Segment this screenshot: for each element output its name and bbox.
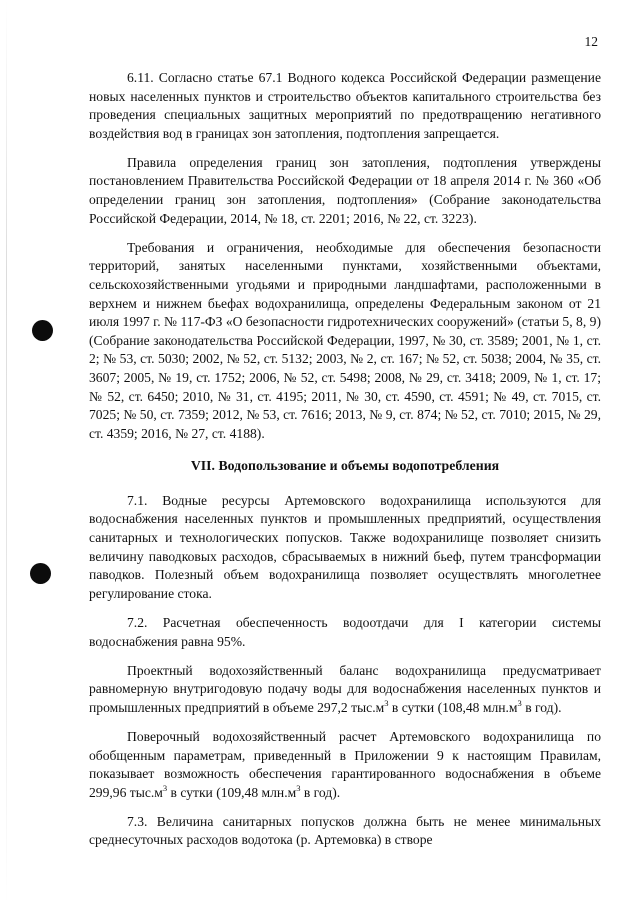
calc-text-1: Поверочный водохозяйственный расчет Артемовского водохранилища по обобщенным параметрам, приведенный в Приложении 9 к настоящим Правилам, показывает возможность обеспечения гарантированного водоснабжения в объеме 299,96 тыс.м [89, 728, 601, 800]
balance-sup-1: 3 [384, 697, 389, 708]
paragraph-7-1: 7.1. Водные ресурсы Артемовского водохранилища используются для водоснабжения населенных пунктов и промышленных предприятий, осуществления санитарных и технологических попусков. Также водохранилище позволяет снизить величину паводковых расходов, сбрасываемых в нижний бьеф, путем трансформации паводков. Полезный объем водохранилища позволяет осуществлять многолетнее регулирование стока. [89, 492, 601, 601]
paragraph-7-2: 7.2. Расчетная обеспеченность водоотдачи для I категории системы водоснабжения равна 95%. [89, 614, 601, 649]
calc-text-2: в сутки (109,48 млн.м [167, 784, 297, 800]
punch-hole-top [32, 320, 53, 341]
paragraph-verification-calc [89, 728, 601, 802]
paragraph-6-11: 6.11. Согласно статье 67.1 Водного кодекса Российской Федерации размещение новых населенных пунктов и строительство объектов капитального строительства без проведения специальных защитных мероприятий по предотвращению негативного воздействия вод в границах зон затопления, подтопления запрещается. [89, 70, 601, 141]
balance-text-2: в сутки (108,48 млн.м [388, 699, 518, 715]
calc-text-3: в год). [300, 784, 341, 800]
page-number: 12 [584, 34, 598, 49]
paragraph-7-3: 7.3. Величина санитарных попусков должна быть не менее минимальных среднесуточных расходов водотока (р. Артемовка) в створе [89, 813, 601, 848]
balance-text-1: Проектный водохозяйственный баланс водохранилища предусматривает равномерную внутригодовую подачу воды для водоснабжения населенных пунктов и промышленных предприятий в объеме 297,2 тыс.м [89, 662, 601, 715]
balance-text-3: в год). [521, 699, 562, 715]
paragraph-water-balance [89, 662, 601, 718]
section-title: VII. Водопользование и объемы водопотребления [190, 458, 500, 474]
calc-sup-1: 3 [162, 782, 168, 793]
balance-sup-2: 3 [517, 697, 522, 708]
paragraph-safety-requirements: Требования и ограничения, необходимые для обеспечения безопасности территорий, занятых населенными пунктами, хозяйственными объектами, сельскохозяйственными угодьями и природными ландшафтами, расположенными в верхнем и нижнем бьефах водохранилища, определены Федеральным законом от 21 июля 1997 г. № 117-ФЗ «О безопасности гидротехнических сооружений» (статьи 5, 8, 9) (Собрание законодательства Российской Федерации, 1997, № 30, ст. 3589; 2001, № 1, ст. 2; № 53, ст. 5030; 2002, № 52, ст. 5132; 2003, № 2, ст. 167; № 52, ст. 5038; 2004, № 35, ст. 3607; 2005, № 19, ст. 1752; 2006, № 52, ст. 5498; 2008, № 29, ст. 3418; 2009, № 1, ст. 17; № 52, ст. 6450; 2010, № 31, ст. 4195; 2011, № 30, ст. 4590, ст. 4591; № 49, ст. 7015, ст. 7025; № 50, ст. 7359; 2012, № 53, ст. 7616; 2013, № 9, ст. 874; № 52, ст. 7010; 2015, № 29, ст. 4359; 2016, № 27, ст. 4188). [89, 239, 601, 441]
calc-sup-2: 3 [296, 782, 301, 793]
page-body [89, 69, 601, 860]
scan-edge-shadow [6, 0, 7, 905]
paragraph-flood-zone-rules: Правила определения границ зон затопления, подтопления утверждены постановлением Правительства Российской Федерации от 18 апреля 2014 г. № 360 «Об определении границ зон затопления, подтопления» (Собрание законодательства Российской Федерации, 2014, № 18, ст. 2201; 2016, № 22, ст. 3223). [89, 154, 601, 226]
punch-hole-bottom [30, 563, 51, 584]
